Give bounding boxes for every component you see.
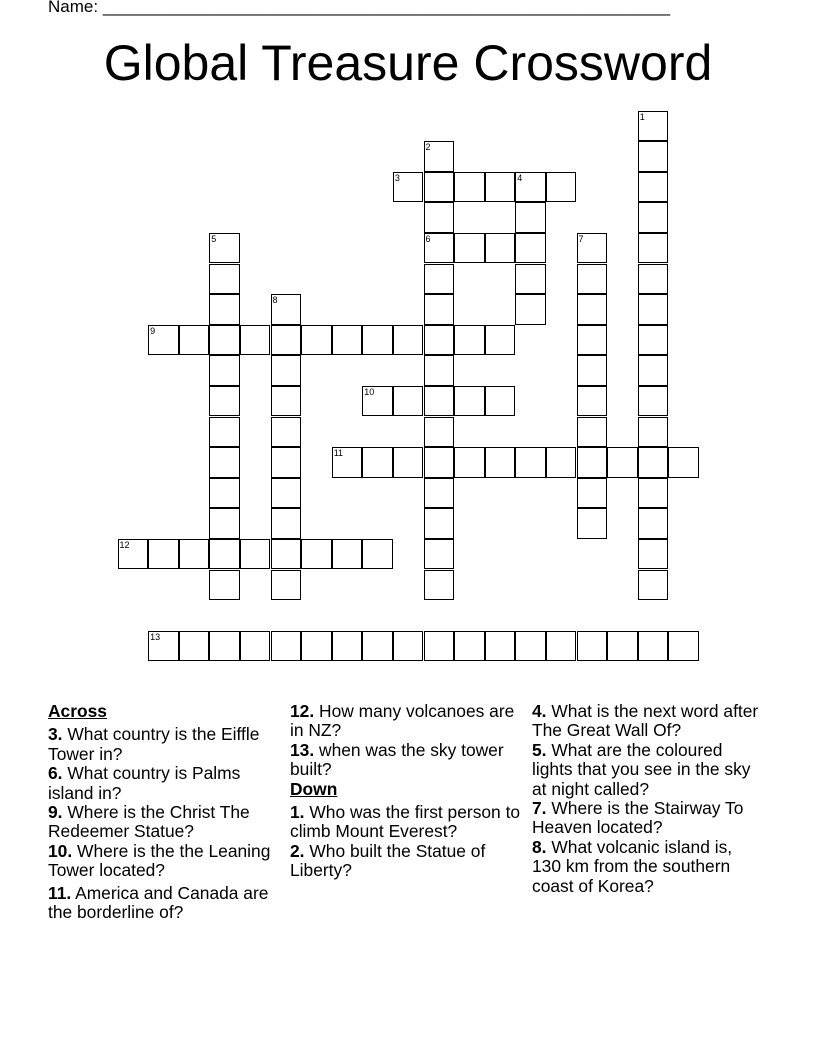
clue-number: 13 (150, 631, 161, 642)
grid-cell[interactable] (454, 386, 485, 417)
grid-cell[interactable] (148, 631, 179, 662)
grid-cell[interactable] (301, 539, 332, 570)
grid-cell[interactable] (271, 325, 302, 356)
clue-number: 11 (333, 448, 344, 459)
grid-cell[interactable] (271, 478, 302, 509)
grid-cell[interactable] (179, 539, 210, 570)
grid-cell[interactable] (577, 325, 608, 356)
clue-across-11: 11. America and Canada are the borderline of? (48, 882, 269, 923)
clue-across-3: 3. What country is the Eiffle Tower in? (48, 724, 260, 764)
clue-number: 8 (272, 295, 278, 306)
grid-cell[interactable] (577, 417, 608, 448)
grid-cell[interactable] (577, 264, 608, 295)
grid-cell[interactable] (332, 447, 363, 478)
grid-cell[interactable] (638, 355, 669, 386)
grid-cell[interactable] (638, 447, 669, 478)
grid-cell[interactable] (209, 570, 240, 601)
clue-number: 7 (578, 233, 584, 244)
grid-cell[interactable] (638, 539, 669, 570)
grid-cell[interactable] (271, 355, 302, 386)
grid-cell[interactable] (668, 631, 699, 662)
grid-cell[interactable] (515, 172, 546, 203)
grid-cell[interactable] (240, 325, 271, 356)
grid-cell[interactable] (424, 447, 455, 478)
grid-cell[interactable] (485, 631, 516, 662)
grid-cell[interactable] (454, 233, 485, 264)
grid-cell[interactable] (424, 325, 455, 356)
grid-cell[interactable] (209, 631, 240, 662)
grid-cell[interactable] (577, 233, 608, 264)
grid-cell[interactable] (424, 202, 455, 233)
grid-cell[interactable] (546, 631, 577, 662)
grid-cell[interactable] (515, 233, 546, 264)
grid-cell[interactable] (424, 355, 455, 386)
grid-cell[interactable] (638, 631, 669, 662)
down-heading: Down (290, 778, 338, 799)
grid-cell[interactable] (179, 325, 210, 356)
clue-number: 6 (425, 233, 431, 244)
grid-cell[interactable] (209, 325, 240, 356)
grid-cell[interactable] (638, 141, 669, 172)
grid-cell[interactable] (209, 264, 240, 295)
grid-cell[interactable] (424, 386, 455, 417)
grid-cell[interactable] (209, 386, 240, 417)
clue-down-7: 7. Where is the Stairway To Heaven located? (532, 798, 744, 838)
grid-cell[interactable] (638, 417, 669, 448)
clue-across-13: 13. when was the sky tower built? (290, 739, 504, 780)
grid-cell[interactable] (638, 508, 669, 539)
clue-down-1: 1. Who was the first person to climb Mount Everest? (290, 802, 521, 842)
clue-number: 3 (394, 172, 400, 183)
grid-cell[interactable] (301, 631, 332, 662)
grid-cell[interactable] (271, 417, 302, 448)
grid-cell[interactable] (209, 355, 240, 386)
grid-cell[interactable] (577, 294, 608, 325)
grid-cell[interactable] (362, 631, 393, 662)
grid-cell[interactable] (454, 631, 485, 662)
across-heading: Across (48, 701, 107, 721)
clue-number: 12 (119, 539, 130, 550)
grid-cell[interactable] (271, 294, 302, 325)
clue-down-4: 4. What is the next word after The Great Wall Of? (532, 701, 759, 741)
grid-cell[interactable] (271, 447, 302, 478)
grid-cell[interactable] (638, 172, 669, 203)
grid-cell[interactable] (638, 325, 669, 356)
clue-column-3 (532, 702, 764, 896)
grid-cell[interactable] (240, 539, 271, 570)
grid-cell[interactable] (301, 325, 332, 356)
clue-down-2: 2. Who built the Statue of Liberty? (290, 840, 486, 881)
grid-cell[interactable] (638, 386, 669, 417)
clue-across-12: 12. How many volcanoes are in NZ? (290, 701, 515, 741)
clue-number: 9 (150, 325, 156, 336)
grid-cell[interactable] (454, 325, 485, 356)
grid-cell[interactable] (209, 233, 240, 264)
clue-number: 4 (517, 172, 523, 183)
grid-cell[interactable] (577, 355, 608, 386)
grid-cell[interactable] (393, 631, 424, 662)
clue-down-5: 5. What are the coloured lights that you see in the sky at night called? (532, 739, 751, 799)
grid-cell[interactable] (424, 233, 455, 264)
name-blank-line[interactable]: ____________________________________________________________ (102, 0, 671, 16)
grid-cell[interactable] (148, 539, 179, 570)
grid-cell[interactable] (638, 478, 669, 509)
grid-cell[interactable] (546, 447, 577, 478)
clue-across-9: 9. Where is the Christ The Redeemer Statue? (48, 802, 250, 842)
grid-cell[interactable] (424, 539, 455, 570)
grid-cell[interactable] (271, 508, 302, 539)
grid-cell[interactable] (577, 478, 608, 509)
grid-cell[interactable] (638, 111, 669, 142)
grid-cell[interactable] (515, 294, 546, 325)
grid-cell[interactable] (485, 325, 516, 356)
grid-cell[interactable] (332, 325, 363, 356)
grid-cell[interactable] (424, 508, 455, 539)
grid-cell[interactable] (424, 141, 455, 172)
grid-cell[interactable] (393, 325, 424, 356)
grid-cell[interactable] (424, 478, 455, 509)
grid-cell[interactable] (607, 447, 638, 478)
grid-cell[interactable] (515, 202, 546, 233)
grid-cell[interactable] (668, 447, 699, 478)
grid-cell[interactable] (515, 631, 546, 662)
grid-cell[interactable] (393, 172, 424, 203)
grid-cell[interactable] (240, 631, 271, 662)
grid-cell[interactable] (577, 447, 608, 478)
clue-number: 2 (425, 142, 431, 153)
clue-number: 5 (211, 233, 217, 244)
grid-cell[interactable] (209, 539, 240, 570)
clue-across-6: 6. What country is Palms island in? (48, 763, 241, 803)
grid-cell[interactable] (209, 508, 240, 539)
grid-cell[interactable] (607, 631, 638, 662)
clue-across-10: 10. Where is the the Leaning Tower located? (48, 840, 271, 881)
grid-cell[interactable] (638, 233, 669, 264)
grid-cell[interactable] (179, 631, 210, 662)
grid-cell[interactable] (332, 631, 363, 662)
grid-cell[interactable] (546, 172, 577, 203)
grid-cell[interactable] (638, 294, 669, 325)
grid-cell[interactable] (271, 539, 302, 570)
grid-cell[interactable] (271, 570, 302, 601)
grid-cell[interactable] (209, 478, 240, 509)
grid-cell[interactable] (515, 447, 546, 478)
grid-cell[interactable] (332, 539, 363, 570)
grid-cell[interactable] (209, 447, 240, 478)
grid-cell[interactable] (362, 539, 393, 570)
clue-column-1 (48, 702, 280, 922)
grid-cell[interactable] (515, 264, 546, 295)
grid-cell[interactable] (485, 233, 516, 264)
grid-cell[interactable] (424, 417, 455, 448)
grid-cell[interactable] (577, 508, 608, 539)
grid-cell[interactable] (118, 539, 149, 570)
grid-cell[interactable] (362, 447, 393, 478)
grid-cell[interactable] (209, 294, 240, 325)
grid-cell[interactable] (638, 202, 669, 233)
grid-cell[interactable] (424, 294, 455, 325)
grid-cell[interactable] (485, 386, 516, 417)
grid-cell[interactable] (454, 172, 485, 203)
page-title: Global Treasure Crossword (103, 35, 713, 91)
grid-cell[interactable] (577, 386, 608, 417)
grid-cell[interactable] (362, 386, 393, 417)
grid-cell[interactable] (454, 447, 485, 478)
name-label: Name: (48, 0, 99, 16)
grid-cell[interactable] (424, 631, 455, 662)
clue-number: 10 (364, 386, 375, 397)
grid-cell[interactable] (424, 570, 455, 601)
grid-cell[interactable] (362, 325, 393, 356)
grid-cell[interactable] (271, 386, 302, 417)
clue-column-2 (290, 702, 522, 881)
grid-cell[interactable] (485, 447, 516, 478)
grid-cell[interactable] (393, 386, 424, 417)
grid-cell[interactable] (148, 325, 179, 356)
grid-cell[interactable] (209, 417, 240, 448)
clue-number: 1 (639, 111, 645, 122)
grid-cell[interactable] (577, 631, 608, 662)
grid-cell[interactable] (424, 264, 455, 295)
grid-cell[interactable] (638, 570, 669, 601)
grid-cell[interactable] (638, 264, 669, 295)
clue-down-8: 8. What volcanic island is, 130 km from the southern coast of Korea? (532, 836, 733, 896)
grid-cell[interactable] (271, 631, 302, 662)
grid-cell[interactable] (393, 447, 424, 478)
grid-cell[interactable] (485, 172, 516, 203)
grid-cell[interactable] (424, 172, 455, 203)
